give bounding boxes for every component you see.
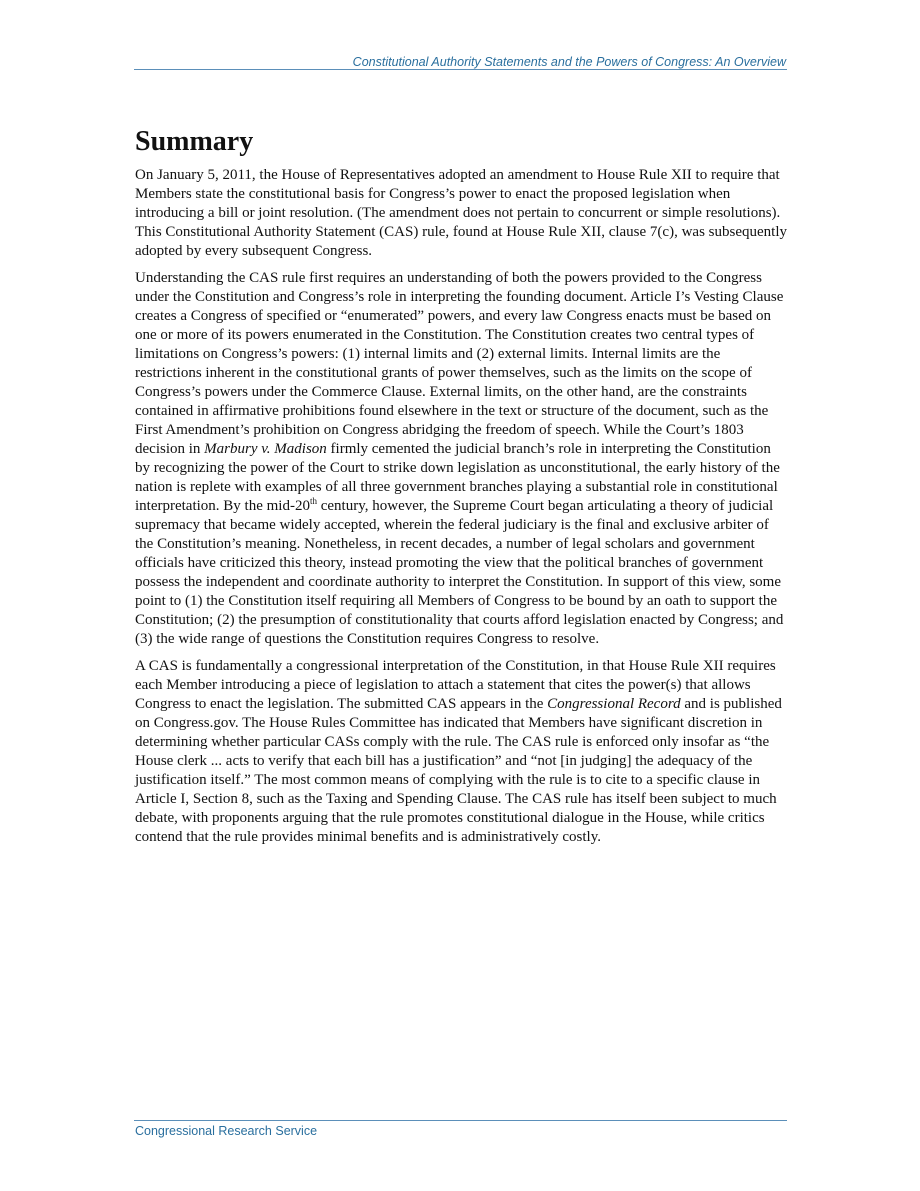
- header-divider: [134, 69, 787, 70]
- running-footer: Congressional Research Service: [135, 1124, 318, 1138]
- paragraph-2-text-a: Understanding the CAS rule first requires an understanding of both the powers provided to the Congress under the Constitution and Congress’s role in interpreting the founding document. Article I’s Vesting Clause creates a Congress of specified or “enumerated” powers, and every law Congress enacts must be based on one or more of its powers enumerated in the Constitution. The Constitution creates two central types of limitations on Congress’s powers: (1) internal limits and (2) external limits. Internal limits are the restrictions inherent in the constitutional grants of power themselves, such as the limits on the scope of Congress’s powers under the Commerce Clause. External limits, on the other hand, are the constraints contained in affirmative prohibitions found elsewhere in the text or structure of the document, such as the First Amendment’s prohibition on Congress abridging the freedom of speech. While the Court’s 1803 decision in: [135, 270, 784, 457]
- paragraph-3: [135, 657, 788, 847]
- congressional-record-title: Congressional Record: [547, 696, 681, 712]
- paragraph-2-text-b: firmly cemented the judicial branch’s role in interpreting the Constitution by recognizing the power of the Court to strike down legislation as unconstitutional, the early history of the nation is replete with examples of all three government branches playing a substantial role in constitutional interpretation. By the mid-20: [135, 441, 780, 514]
- footer-divider: [134, 1120, 787, 1121]
- paragraph-2-text-c: century, however, the Supreme Court began articulating a theory of judicial supremacy that became widely accepted, wherein the federal judiciary is the final and exclusive arbiter of the Constitution’s meaning. Nonetheless, in recent decades, a number of legal scholars and government officials have criticized this theory, instead promoting the view that the political branches of government possess the independent and coordinate authority to interpret the Constitution. In support of this view, some point to (1) the Constitution itself requiring all Members of Congress to be bound by an oath to support the Constitution; (2) the presumption of constitutionality that courts afford legislation enacted by Congress; and (3) the wide range of questions the Constitution requires Congress to resolve.: [135, 498, 784, 647]
- paragraph-3-text-b: and is published on Congress.gov. The House Rules Committee has indicated that Members have significant discretion in determining whether particular CASs comply with the rule. The CAS rule is enforced only insofar as “the House clerk ... acts to verify that each bill has a justification” and “not [in judging] the adequacy of the justification itself.” The most common means of complying with the rule is to cite to a specific clause in Article I, Section 8, such as the Taxing and Spending Clause. The CAS rule has itself been subject to much debate, with proponents arguing that the rule promotes constitutional dialogue in the House, while critics contend that the rule provides minimal benefits and is administratively costly.: [135, 696, 782, 845]
- summary-section: [135, 124, 788, 855]
- case-name-marbury: Marbury v. Madison: [204, 441, 327, 457]
- paragraph-1: [135, 166, 788, 261]
- paragraph-1-text: On January 5, 2011, the House of Representatives adopted an amendment to House Rule XII to require that Members state the constitutional basis for Congress’s power to enact the proposed legislation when introducing a bill or joint resolution. (The amendment does not pertain to concurrent or simple resolutions). This Constitutional Authority Statement (CAS) rule, found at House Rule XII, clause 7(c), was subsequently adopted by every subsequent Congress.: [135, 167, 787, 259]
- paragraph-2: [135, 269, 788, 649]
- paragraph-3-text-a: A CAS is fundamentally a congressional interpretation of the Constitution, in that House Rule XII requires each Member introducing a piece of legislation to attach a statement that cites the power(s) that allows Congress to enact the legislation. The submitted CAS appears in the: [135, 658, 776, 712]
- ordinal-superscript: th: [309, 496, 317, 506]
- section-title: Summary: [135, 126, 254, 157]
- running-header: Constitutional Authority Statements and the Powers of Congress: An Overview: [352, 55, 786, 69]
